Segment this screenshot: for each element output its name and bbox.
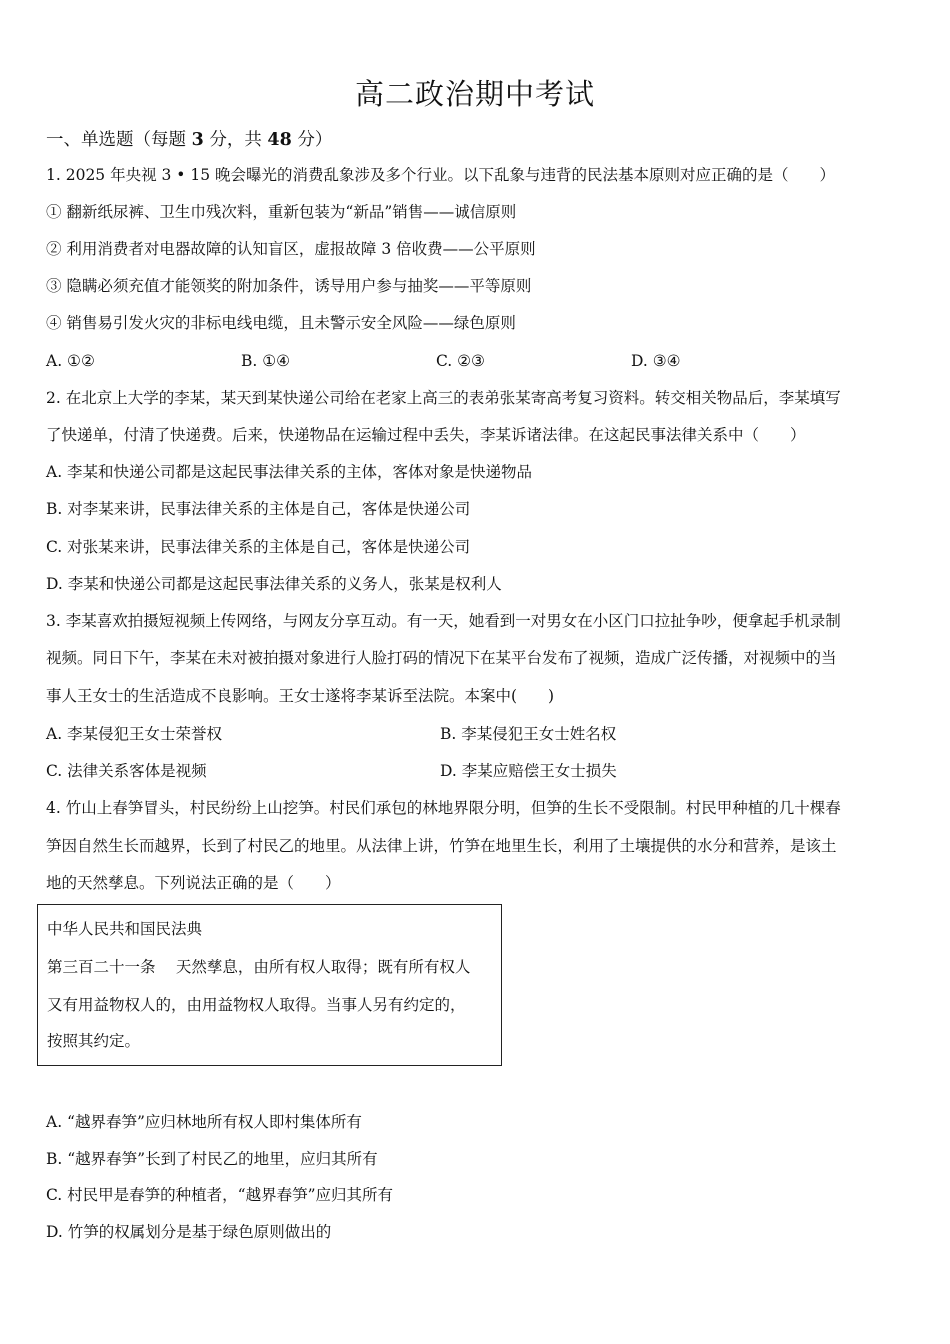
q3-option-d: D. 李某应赔偿王女士损失 [440,762,617,780]
law-text-line: 又有用益物权人的，由用益物权人取得。当事人另有约定的， [47,996,466,1014]
q2-option-d: D. 李某和快递公司都是这起民事法律关系的义务人，张某是权利人 [46,575,502,593]
q1-item: ③ 隐瞒必须充值才能领奖的附加条件，诱导用户参与抽奖——平等原则 [46,277,532,295]
law-title: 中华人民共和国民法典 [47,920,203,938]
section-mid: 分，共 [203,130,268,150]
q1-option-b: B. ①④ [241,352,291,370]
q3-option-c: C. 法律关系客体是视频 [46,762,207,780]
page-title: 高二政治期中考试 [354,77,595,111]
q1-option-a: A. ①② [46,352,95,370]
q4-stem-line: 地的天然孳息。下列说法正确的是（ ） [46,874,341,892]
q1-stem: 1. 2025 年央视 3 • 15 晚会曝光的消费乱象涉及多个行业。以下乱象与违背的民法基本原则对应正确的是（ ） [46,166,836,184]
q2-option-c: C. 对张某来讲，民事法律关系的主体是自己，客体是快递公司 [46,538,471,556]
q4-option-b: B. “越界春笋”长到了村民乙的地里，应归其所有 [46,1150,378,1168]
law-excerpt-box [37,904,502,1066]
q4-stem-line: 笋因自然生长而越界，长到了村民乙的地里。从法律上讲，竹笋在地里生长，利用了土壤提供的水分和营养，是该土 [46,837,837,855]
section-points-per: 3 [191,130,204,150]
q3-option-b: B. 李某侵犯王女士姓名权 [440,725,617,743]
q3-stem-line: 事人王女士的生活造成不良影响。王女士遂将李某诉至法院。本案中( ) [46,687,555,705]
q3-stem-line: 3. 李某喜欢拍摄短视频上传网络，与网友分享互动。有一天，她看到一对男女在小区门口拉扯争吵，便拿起手机录制 [46,612,841,630]
q1-option-d: D. ③④ [631,352,681,370]
q4-stem-line: 4. 竹山上春笋冒头，村民纷纷上山挖笋。村民们承包的林地界限分明，但笋的生长不受限制。村民甲种植的几十棵春 [46,799,841,817]
section-prefix: 一、单选题（每题 [46,130,192,150]
q2-stem-line: 2. 在北京上大学的李某，某天到某快递公司给在老家上高三的表弟张某寄高考复习资料。转交相关物品后，李某填写 [46,389,841,407]
q4-option-c: C. 村民甲是春笋的种植者，“越界春笋”应归其所有 [46,1186,394,1204]
section-suffix: 分） [291,130,333,150]
q2-option-b: B. 对李某来讲，民事法律关系的主体是自己，客体是快递公司 [46,500,471,518]
q1-item: ④ 销售易引发火灾的非标电线电缆，且未警示安全风险——绿色原则 [46,314,516,332]
law-text-line: 第三百二十一条 天然孳息，由所有权人取得；既有所有权人 [47,958,471,976]
q2-option-a: A. 李某和快递公司都是这起民事法律关系的主体，客体对象是快递物品 [46,463,533,481]
q1-option-c: C. ②③ [436,352,485,370]
section-heading [46,126,332,151]
q1-item: ① 翻新纸尿裤、卫生巾残次料，重新包装为“新品”销售——诚信原则 [46,203,517,221]
q3-option-a: A. 李某侵犯王女士荣誉权 [46,725,223,743]
law-text-line: 按照其约定。 [47,1032,141,1050]
q3-stem-line: 视频。同日下午，李某在未对被拍摄对象进行人脸打码的情况下在某平台发布了视频，造成广泛传播，对视频中的当 [46,649,837,667]
q2-stem-line: 了快递单，付清了快递费。后来，快递物品在运输过程中丢失，李某诉诸法律。在这起民事法律关系中（ ） [46,426,806,444]
q1-item: ② 利用消费者对电器故障的认知盲区，虚报故障 3 倍收费——公平原则 [46,240,536,258]
q4-option-a: A. “越界春笋”应归林地所有权人即村集体所有 [46,1113,362,1131]
section-points-total: 48 [267,130,292,150]
q4-option-d: D. 竹笋的权属划分是基于绿色原则做出的 [46,1223,332,1241]
